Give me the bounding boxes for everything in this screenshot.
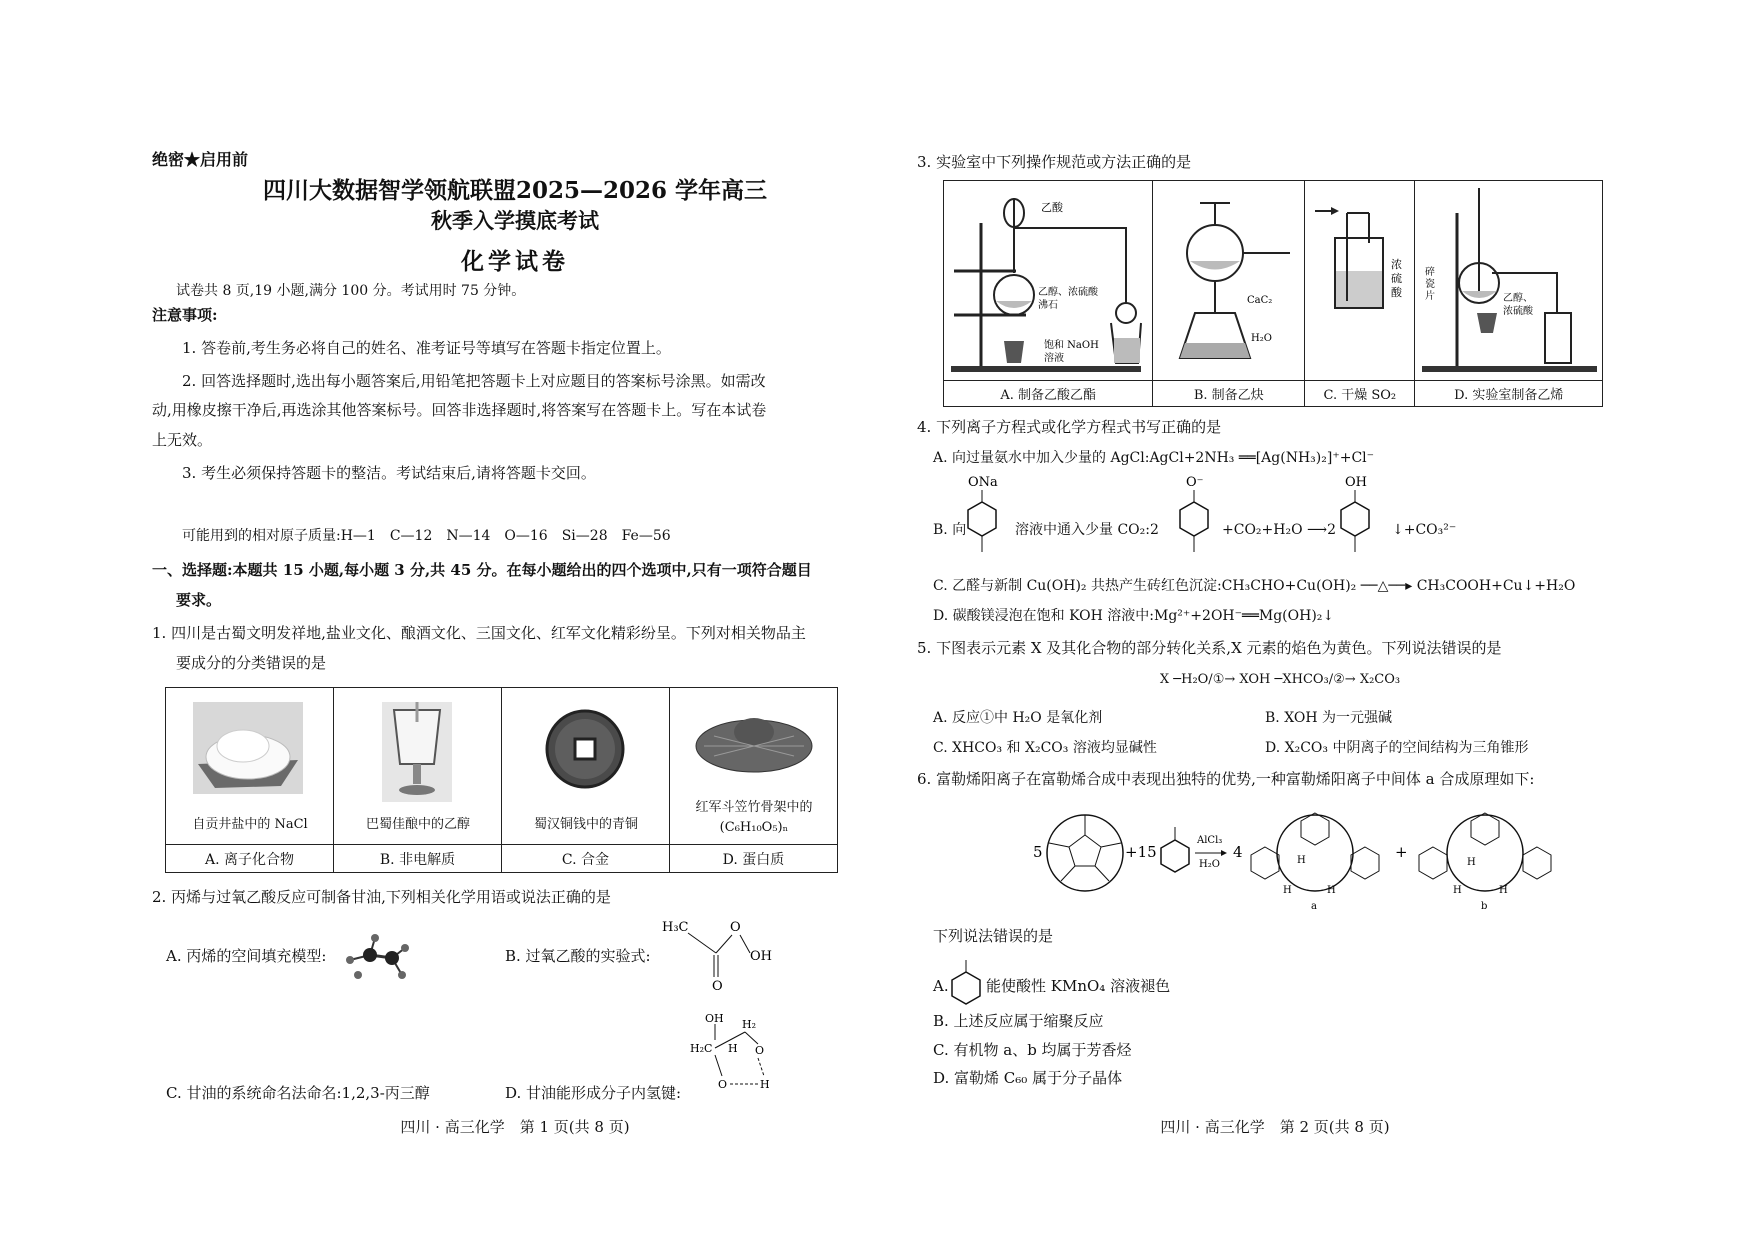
q1-cell-salt [166,688,334,845]
ester-apparatus-image [946,183,1151,378]
struct-label-h3c: H₃C [662,920,689,935]
h-label-a2: H [1283,885,1292,896]
sodium-phenoxide-structure [960,472,1010,567]
product-a-icon [1251,813,1379,912]
q4-option-b-plus: +CO₂+H₂O ⟶2 [1222,522,1336,538]
q3-option-a: A. 制备乙酸乙酯 [944,381,1153,407]
label-ethanol-sulfuric: 乙醇、浓硫酸 [1038,287,1098,298]
q1-table [165,687,838,873]
right-footer: 四川 · 高三化学 第 2 页(共 8 页) [1160,1118,1390,1136]
label-concentrated-2: 硫 [1391,272,1403,285]
label-broken-2: 瓷 [1425,279,1436,290]
label-concentrated-1: 浓 [1391,258,1403,271]
label-sulfuric-d: 浓硫酸 [1503,306,1534,317]
label-product-a: a [1311,901,1317,912]
label-concentrated-3: 酸 [1391,286,1403,299]
q4-option-b-prefix: B. 向 [933,522,967,538]
confidential-label: 绝密★启用前 [152,150,249,169]
h-label-b1: H [1467,857,1476,868]
struct-label-o2: O [712,979,723,994]
label-solution: 溶液 [1044,353,1064,364]
catalyst-alcl3: AlCl₃ [1197,835,1223,846]
q1-stem-cont: 要成分的分类错误的是 [176,654,327,672]
product-b-icon [1419,813,1551,912]
exam-title-line1: 四川大数据智学领航联盟2025—2026 学年高三 [262,177,768,204]
salt-image [193,702,303,794]
coef-5: 5 [1033,843,1043,861]
struct-label-h2c: H₂C [690,1042,713,1055]
struct-label-oh: OH [750,949,772,964]
q2-option-b: B. 过氧乙酸的实验式: [505,947,651,965]
q3-cell-a [944,181,1153,381]
coef-4: 4 [1233,843,1243,861]
catalyst-h2o: H₂O [1199,859,1220,870]
q4-option-b-end: ↓+CO₃²⁻ [1392,522,1457,538]
q1-caption-d: 红军斗笠竹骨架中的 [695,800,813,815]
q6-option-a-prefix: A. [933,977,949,995]
q2-option-a: A. 丙烯的空间填充模型: [166,947,327,965]
q5-option-c: C. XHCO₃ 和 X₂CO₃ 溶液均显碱性 [933,740,1157,756]
liquor-glass-image [382,702,452,802]
q4-option-d: D. 碳酸镁浸泡在饱和 KOH 溶液中:Mg²⁺+2OH⁻══Mg(OH)₂↓ [933,608,1335,624]
q6-option-d: D. 富勒烯 C₆₀ 属于分子晶体 [933,1069,1123,1087]
left-footer: 四川 · 高三化学 第 1 页(共 8 页) [400,1118,630,1136]
q2-stem: 2. 丙烯与过氧乙酸反应可制备甘油,下列相关化学用语或说法正确的是 [152,888,611,906]
note-2-line1: 2. 回答选择题时,选出每小题答案后,用铅笔把答题卡上对应题目的答案标号涂黑。如需改 [182,372,766,390]
q1-option-c: C. 合金 [501,845,669,873]
glycerol-hbond-structure [690,1010,800,1100]
struct-label-h2: H₂ [742,1018,757,1031]
bamboo-hat-image [694,694,814,774]
q5-stem: 5. 下图表示元素 X 及其化合物的部分转化关系,X 元素的焰色为黄色。下列说法错误的是 [917,639,1502,657]
note-2-line3: 上无效。 [152,431,213,449]
exam-subject-title: 化学试卷 [461,248,569,275]
label-boiling-chips: 沸石 [1038,300,1058,311]
q4-option-a: A. 向过量氨水中加入少量的 AgCl:AgCl+2NH₃ ══[Ag(NH₃)₂]⁺+Cl⁻ [933,450,1375,466]
q3-stem: 3. 实验室中下列操作规范或方法正确的是 [917,153,1192,171]
section-1-heading: 一、选择题:本题共 15 小题,每小题 3 分,共 45 分。在每小题给出的四个选项中,只有一项符合题目 [152,561,812,579]
q3-option-b: B. 制备乙炔 [1153,381,1305,407]
label-ona: ONa [968,475,998,490]
q3-apparatus-table [943,180,1603,407]
struct-label-o1: O [730,920,741,935]
q1-caption-c: 蜀汉铜钱中的青铜 [533,817,638,832]
label-oh-phenol: OH [1345,475,1367,490]
q1-option-a: A. 离子化合物 [166,845,334,873]
label-cac2: CaC₂ [1247,295,1273,306]
label-broken-1: 碎 [1425,267,1436,278]
q3-option-d: D. 实验室制备乙烯 [1415,381,1603,407]
label-water: H₂O [1251,333,1273,344]
note-1: 1. 答卷前,考生务必将自己的姓名、准考证号等填写在答题卡指定位置上。 [182,339,671,357]
note-3: 3. 考生必须保持答题卡的整洁。考试结束后,请将答题卡交回。 [182,464,596,482]
label-ethanol-d: 乙醇、 [1503,293,1534,304]
phenol-structure [1333,472,1383,567]
q5-option-d: D. X₂CO₃ 中阴离子的空间结构为三角锥形 [1265,740,1529,756]
phenoxide-ion-structure [1172,472,1222,567]
label-acetic-acid: 乙酸 [1041,201,1063,214]
q5-option-a: A. 反应①中 H₂O 是氧化剂 [933,710,1103,726]
q5-scheme: X ─H₂O/①→ XOH ─XHCO₃/②→ X₂CO₃ [1159,672,1401,687]
acetylene-apparatus-image [1155,183,1303,378]
q1-cell-liquor [333,688,501,845]
q3-option-c: C. 干燥 SO₂ [1305,381,1415,407]
toluene-icon [1161,827,1189,872]
h-label-b3: H [1499,885,1508,896]
exam-title-line2: 秋季入学摸底考试 [431,208,599,233]
fullerene-reaction-scheme [1025,795,1585,915]
h-label-a1: H [1297,855,1306,866]
q6-stem: 6. 富勒烯阳离子在富勒烯合成中表现出独特的优势,一种富勒烯阳离子中间体 a 合成原理如下: [917,770,1535,788]
struct-label-o-right: O [755,1044,765,1057]
q1-caption-b: 巴蜀佳酿中的乙醇 [365,817,470,832]
plus-sign: + [1395,843,1408,861]
q4-option-c: C. 乙醛与新制 Cu(OH)₂ 共热产生砖红色沉淀:CH₃CHO+Cu(OH)₂ ──△──▸ CH₃COOH+Cu↓+H₂O [933,578,1576,594]
label-broken-3: 片 [1425,291,1436,302]
label-naoh: 饱和 NaOH [1044,340,1099,351]
q1-caption-a: 自贡井盐中的 NaCl [192,817,308,832]
q6-question: 下列说法错误的是 [933,927,1054,945]
struct-label-h-mid: H [728,1042,738,1055]
notes-heading: 注意事项: [152,306,218,324]
q3-cell-b [1153,181,1305,381]
q1-option-b: B. 非电解质 [333,845,501,873]
q1-cell-hat [669,688,837,845]
note-2-line2: 动,用橡皮擦干净后,再选涂其他答案标号。回答非选择题时,将答案写在答题卡上。写在本试卷 [152,401,767,419]
propene-model-image [340,930,415,985]
plus-15: +15 [1125,843,1157,861]
q6-option-c: C. 有机物 a、b 均属于芳香烃 [933,1041,1132,1059]
h-label-b2: H [1453,885,1462,896]
q3-cell-d [1415,181,1603,381]
label-product-b: b [1481,901,1488,912]
q5-option-b: B. XOH 为一元强碱 [1265,710,1393,726]
ethylene-apparatus-image [1417,183,1601,378]
section-1-heading-cont: 要求。 [176,591,222,609]
bronze-coin-image [545,704,625,794]
struct-label-o-low: O [718,1078,728,1091]
drying-bottle-image [1307,183,1413,378]
q3-cell-c [1305,181,1415,381]
label-o-minus: O⁻ [1186,475,1204,490]
q4-option-b-mid: 溶液中通入少量 CO₂:2 [1015,522,1159,538]
q1-option-d: D. 蛋白质 [669,845,837,873]
h-label-a3: H [1327,885,1336,896]
q1-stem: 1. 四川是古蜀文明发祥地,盐业文化、酿酒文化、三国文化、红军文化精彩纷呈。下列对相关物品主 [152,624,806,642]
struct-label-oh-top: OH [705,1012,724,1025]
q1-cell-coin [501,688,669,845]
struct-label-h-low: H [760,1078,770,1091]
q4-stem: 4. 下列离子方程式或化学方程式书写正确的是 [917,418,1222,436]
toluene-option-icon [948,958,984,1006]
q6-option-b: B. 上述反应属于缩聚反应 [933,1012,1104,1030]
peracetic-acid-structure [660,915,780,995]
q1-caption-d-formula: (C₆H₁₀O₅)ₙ [719,820,789,835]
q2-option-d: D. 甘油能形成分子内氢键: [505,1084,682,1102]
q6-option-a-text: 能使酸性 KMnO₄ 溶液褪色 [986,977,1171,995]
c60-icon [1047,815,1123,891]
atomic-masses: 可能用到的相对原子质量:H—1 C—12 N—14 O—16 Si—28 Fe—56 [182,528,671,544]
q2-option-c: C. 甘油的系统命名法命名:1,2,3-丙三醇 [166,1084,430,1102]
exam-info: 试卷共 8 页,19 小题,满分 100 分。考试用时 75 分钟。 [176,283,526,299]
